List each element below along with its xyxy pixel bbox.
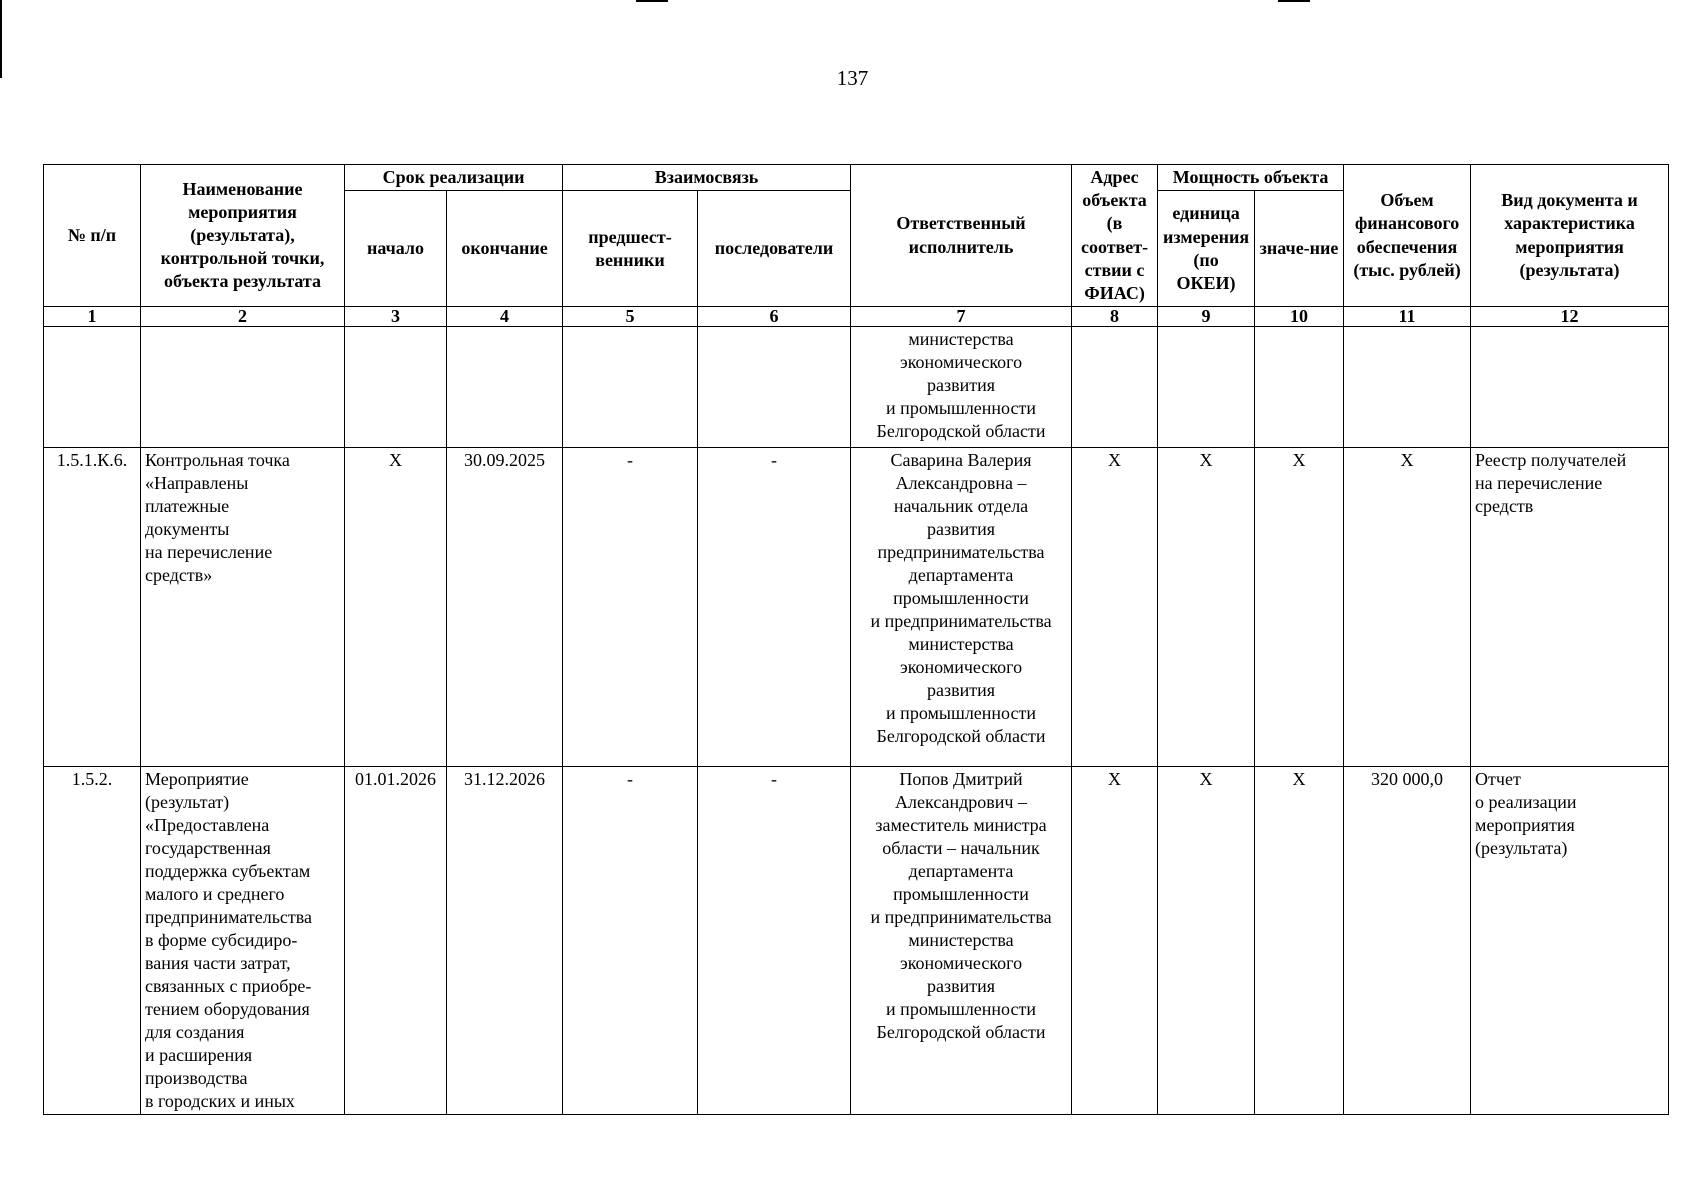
table-row-continuation	[44, 326, 1669, 447]
name-line: предпринимательства	[145, 907, 313, 928]
cell-address: X	[1072, 766, 1158, 1114]
cell-value: X	[1255, 447, 1344, 766]
cell-start: 01.01.2026	[345, 766, 447, 1114]
plan-table-container	[43, 164, 1668, 1115]
header-capacity-group: Мощность объекта	[1158, 165, 1344, 191]
name-line: в городских и иных	[145, 1091, 295, 1112]
header-doc: Вид документа и характеристика мероприятия (результата)	[1471, 165, 1669, 307]
header-finance: Объем финансового обеспечения (тыс. рублей)	[1344, 165, 1471, 307]
column-number: 4	[447, 307, 563, 327]
cell-doc	[1471, 447, 1669, 766]
table-row	[44, 766, 1669, 1114]
responsible-line: Белгородской области	[876, 421, 1046, 442]
responsible-line: начальник отдела	[893, 495, 1029, 516]
responsible-line: Белгородской области	[876, 1022, 1046, 1043]
cell-doc	[1471, 326, 1669, 447]
responsible-line: экономического	[899, 953, 1023, 974]
name-line: Мероприятие	[145, 768, 249, 789]
cell-responsible	[851, 447, 1072, 766]
cell-predecessors: -	[563, 447, 698, 766]
doc-line: средств	[1475, 495, 1534, 516]
column-number: 8	[1072, 307, 1158, 327]
responsible-line: и промышленности	[886, 703, 1036, 724]
name-line: связанных с приобре-	[145, 976, 312, 997]
responsible-line: экономического	[899, 657, 1023, 678]
header-name: Наименование мероприятия (результата), контрольной точки, объекта результата	[141, 165, 345, 307]
responsible-line: Белгородской области	[876, 726, 1046, 747]
responsible-line: департамента	[908, 861, 1014, 882]
doc-line: о реализации	[1475, 791, 1577, 812]
responsible-line: экономического	[899, 351, 1023, 372]
responsible-line: развития	[927, 680, 996, 701]
column-number: 3	[345, 307, 447, 327]
header-successors: последователи	[698, 191, 851, 307]
cell-start: X	[345, 447, 447, 766]
name-line: тением оборудования	[145, 999, 310, 1020]
responsible-line: Попов Дмитрий	[899, 768, 1023, 789]
name-line: документы	[145, 519, 230, 540]
header-address: Адрес объекта (в соответ-ствии с ФИАС)	[1072, 165, 1158, 307]
cell-successors: -	[698, 447, 851, 766]
cell-no: 1.5.1.К.6.	[44, 447, 141, 766]
cell-start	[345, 326, 447, 447]
name-line: малого и среднего	[145, 884, 285, 905]
name-line: Контрольная точка	[145, 449, 290, 470]
name-line: и расширения	[145, 1045, 253, 1066]
responsible-line: предпринимательства	[877, 542, 1045, 563]
cell-successors: -	[698, 766, 851, 1114]
name-line: в форме субсидиро-	[145, 930, 298, 951]
name-line: поддержка субъектам	[145, 861, 311, 882]
cell-finance: 320 000,0	[1344, 766, 1471, 1114]
cell-responsible	[851, 766, 1072, 1114]
column-number: 9	[1158, 307, 1255, 327]
responsible-line: Саварина Валерия	[890, 449, 1032, 470]
cell-finance	[1344, 326, 1471, 447]
name-line: государственная	[145, 838, 271, 859]
cell-no: 1.5.2.	[44, 766, 141, 1114]
cell-address: X	[1072, 447, 1158, 766]
column-number: 5	[563, 307, 698, 327]
doc-line: (результата)	[1475, 838, 1568, 859]
responsible-line: развития	[927, 519, 996, 540]
responsible-line: министерства	[908, 328, 1014, 349]
responsible-line: заместитель министра	[875, 814, 1047, 835]
responsible-line: департамента	[908, 565, 1014, 586]
header-period-group: Срок реализации	[345, 165, 563, 191]
responsible-line: развития	[927, 976, 996, 997]
name-line: производства	[145, 1068, 248, 1089]
cell-responsible	[851, 326, 1072, 447]
name-line: «Направлены	[145, 472, 249, 493]
responsible-line: и предпринимательства	[870, 907, 1052, 928]
scan-edge-mark-top-2	[1278, 0, 1310, 2]
header-no: № п/п	[44, 165, 141, 307]
cell-end	[447, 326, 563, 447]
responsible-line: Александровна –	[895, 472, 1027, 493]
name-line: (результат)	[145, 791, 230, 812]
doc-line: мероприятия	[1475, 814, 1575, 835]
column-number: 6	[698, 307, 851, 327]
doc-line: на перечисление	[1475, 472, 1603, 493]
header-unit: единица измерения (по ОКЕИ)	[1158, 191, 1255, 307]
cell-finance: X	[1344, 447, 1471, 766]
name-line: для создания	[145, 1022, 245, 1043]
header-end: окончание	[447, 191, 563, 307]
responsible-line: Александрович –	[895, 791, 1027, 812]
responsible-line: министерства	[908, 634, 1014, 655]
table-row	[44, 447, 1669, 766]
cell-doc	[1471, 766, 1669, 1114]
cell-successors	[698, 326, 851, 447]
column-number: 11	[1344, 307, 1471, 327]
header-relation-group: Взаимосвязь	[563, 165, 851, 191]
responsible-line: развития	[927, 374, 996, 395]
page-number: 137	[836, 66, 869, 90]
responsible-line: промышленности	[893, 884, 1029, 905]
name-line: средств»	[145, 565, 213, 586]
name-line: «Предоставлена	[145, 814, 270, 835]
name-line: платежные	[145, 495, 230, 516]
responsible-line: области – начальник	[882, 838, 1040, 859]
column-number: 10	[1255, 307, 1344, 327]
responsible-line: и промышленности	[886, 398, 1036, 419]
column-number-row	[44, 307, 1669, 327]
header-row-1	[44, 165, 1669, 191]
cell-unit: X	[1158, 766, 1255, 1114]
header-responsible: Ответственный исполнитель	[851, 165, 1072, 307]
cell-end: 31.12.2026	[447, 766, 563, 1114]
responsible-line: и предпринимательства	[870, 611, 1052, 632]
cell-name	[141, 326, 345, 447]
cell-value	[1255, 326, 1344, 447]
cell-no	[44, 326, 141, 447]
scan-edge-mark-top-1	[636, 0, 668, 2]
column-number: 12	[1471, 307, 1669, 327]
column-number: 1	[44, 307, 141, 327]
column-number: 7	[851, 307, 1072, 327]
cell-end: 30.09.2025	[447, 447, 563, 766]
plan-table	[43, 164, 1669, 1115]
cell-address	[1072, 326, 1158, 447]
name-line: вания части затрат,	[145, 953, 291, 974]
cell-value: X	[1255, 766, 1344, 1114]
cell-name	[141, 447, 345, 766]
responsible-line: министерства	[908, 930, 1014, 951]
cell-unit: X	[1158, 447, 1255, 766]
doc-line: Реестр получателей	[1475, 449, 1627, 470]
doc-line: Отчет	[1475, 768, 1521, 789]
header-value: значе-ние	[1255, 191, 1344, 307]
column-number: 2	[141, 307, 345, 327]
cell-predecessors	[563, 326, 698, 447]
cell-name	[141, 766, 345, 1114]
cell-predecessors: -	[563, 766, 698, 1114]
cell-unit	[1158, 326, 1255, 447]
name-line: на перечисление	[145, 542, 273, 563]
responsible-line: промышленности	[893, 588, 1029, 609]
responsible-line: и промышленности	[886, 999, 1036, 1020]
header-start: начало	[345, 191, 447, 307]
header-predecessors: предшест-венники	[563, 191, 698, 307]
